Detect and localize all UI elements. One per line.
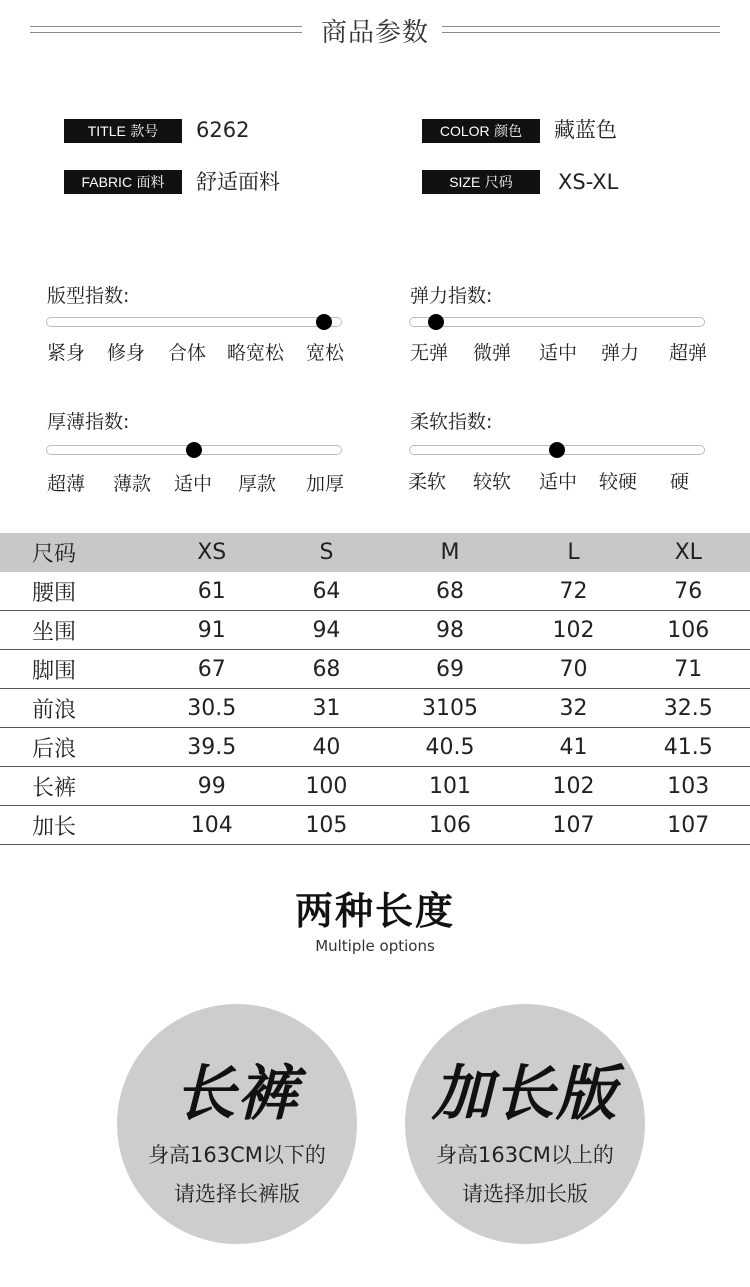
title-tag: TITLE 款号 — [64, 119, 182, 143]
table-cell: 106 — [626, 611, 750, 650]
column-header: L — [521, 533, 627, 572]
thickness-option: 适中 — [174, 473, 213, 495]
row-label: 坐围 — [0, 611, 150, 650]
color-value: 藏蓝色 — [554, 118, 617, 142]
table-cell: 30.5 — [150, 689, 274, 728]
table-cell: 32.5 — [626, 689, 750, 728]
elasticity-option: 弹力 — [601, 342, 640, 364]
table-cell: 41 — [521, 728, 627, 767]
table-cell: 61 — [150, 572, 274, 611]
table-cell: 69 — [379, 650, 520, 689]
elasticity-index-track — [409, 317, 705, 327]
size-tag: SIZE 尺码 — [422, 170, 540, 194]
table-cell: 101 — [379, 767, 520, 806]
fit-index-marker — [316, 314, 332, 330]
table-cell: 107 — [521, 806, 627, 845]
table-row — [0, 806, 750, 845]
row-label: 后浪 — [0, 728, 150, 767]
table-cell: 76 — [626, 572, 750, 611]
extended-length-line2: 请选择加长版 — [462, 1182, 588, 1206]
regular-length-circle — [117, 1004, 357, 1244]
column-header: M — [379, 533, 520, 572]
table-cell: 102 — [521, 767, 627, 806]
table-cell: 107 — [626, 806, 750, 845]
title-value: 6262 — [196, 118, 250, 142]
page-title: 商品参数 — [320, 18, 429, 48]
row-label: 脚围 — [0, 650, 150, 689]
row-label: 加长 — [0, 806, 150, 845]
table-cell: 39.5 — [150, 728, 274, 767]
size-table — [0, 533, 750, 845]
size-value: XS-XL — [558, 170, 619, 194]
regular-length-name: 长裤 — [175, 1059, 299, 1129]
table-cell: 68 — [274, 650, 380, 689]
fit-index-title: 版型指数: — [47, 285, 130, 307]
softness-index-title: 柔软指数: — [410, 411, 493, 433]
elasticity-option: 超弹 — [669, 342, 708, 364]
elasticity-option: 微弹 — [473, 342, 512, 364]
fit-index-track — [46, 317, 342, 327]
table-cell: 31 — [274, 689, 380, 728]
softness-index-marker — [549, 442, 565, 458]
extended-length-line1: 身高163CM以上的 — [436, 1143, 614, 1167]
table-cell: 40.5 — [379, 728, 520, 767]
table-row — [0, 611, 750, 650]
thickness-option: 薄款 — [113, 473, 152, 495]
fit-option: 合体 — [168, 342, 207, 364]
table-cell: 106 — [379, 806, 520, 845]
elasticity-index-title: 弹力指数: — [410, 285, 493, 307]
table-cell: 99 — [150, 767, 274, 806]
lengths-subtitle: Multiple options — [315, 937, 435, 955]
fit-option: 宽松 — [306, 342, 345, 364]
column-header: 尺码 — [0, 533, 150, 572]
extended-length-circle — [405, 1004, 645, 1244]
fabric-tag: FABRIC 面料 — [64, 170, 182, 194]
table-cell: 104 — [150, 806, 274, 845]
table-cell: 64 — [274, 572, 380, 611]
extended-length-name: 加长版 — [432, 1059, 618, 1129]
table-cell: 103 — [626, 767, 750, 806]
lengths-title: 两种长度 — [294, 889, 455, 933]
regular-length-line1: 身高163CM以下的 — [148, 1143, 326, 1167]
thickness-index-title: 厚薄指数: — [47, 411, 130, 433]
thickness-option: 加厚 — [306, 473, 345, 495]
table-cell: 70 — [521, 650, 627, 689]
size-table-header — [0, 533, 750, 572]
thickness-option: 超薄 — [47, 473, 86, 495]
table-row — [0, 650, 750, 689]
elasticity-option: 适中 — [539, 342, 578, 364]
table-cell: 67 — [150, 650, 274, 689]
softness-option: 适中 — [539, 471, 578, 493]
fit-option: 略宽松 — [227, 342, 285, 364]
column-header: XS — [150, 533, 274, 572]
thickness-index-marker — [186, 442, 202, 458]
fabric-value: 舒适面料 — [196, 170, 280, 194]
table-cell: 72 — [521, 572, 627, 611]
softness-option: 较硬 — [599, 471, 638, 493]
table-row — [0, 728, 750, 767]
table-cell: 41.5 — [626, 728, 750, 767]
table-cell: 71 — [626, 650, 750, 689]
table-cell: 102 — [521, 611, 627, 650]
column-header: XL — [626, 533, 750, 572]
color-tag: COLOR 颜色 — [422, 119, 540, 143]
row-label: 腰围 — [0, 572, 150, 611]
row-label: 前浪 — [0, 689, 150, 728]
column-header: S — [274, 533, 380, 572]
fit-option: 修身 — [107, 342, 146, 364]
table-cell: 94 — [274, 611, 380, 650]
softness-option: 柔软 — [408, 471, 447, 493]
table-cell: 40 — [274, 728, 380, 767]
table-cell: 100 — [274, 767, 380, 806]
fit-option: 紧身 — [47, 342, 86, 364]
thickness-option: 厚款 — [238, 473, 277, 495]
regular-length-line2: 请选择长裤版 — [174, 1182, 300, 1206]
table-row — [0, 689, 750, 728]
table-row — [0, 572, 750, 611]
table-cell: 32 — [521, 689, 627, 728]
softness-option: 硬 — [670, 471, 690, 493]
table-cell: 68 — [379, 572, 520, 611]
elasticity-index-marker — [428, 314, 444, 330]
table-cell: 98 — [379, 611, 520, 650]
table-cell: 3105 — [379, 689, 520, 728]
elasticity-option: 无弹 — [410, 342, 449, 364]
row-label: 长裤 — [0, 767, 150, 806]
softness-option: 较软 — [473, 471, 512, 493]
table-cell: 91 — [150, 611, 274, 650]
table-row — [0, 767, 750, 806]
table-cell: 105 — [274, 806, 380, 845]
